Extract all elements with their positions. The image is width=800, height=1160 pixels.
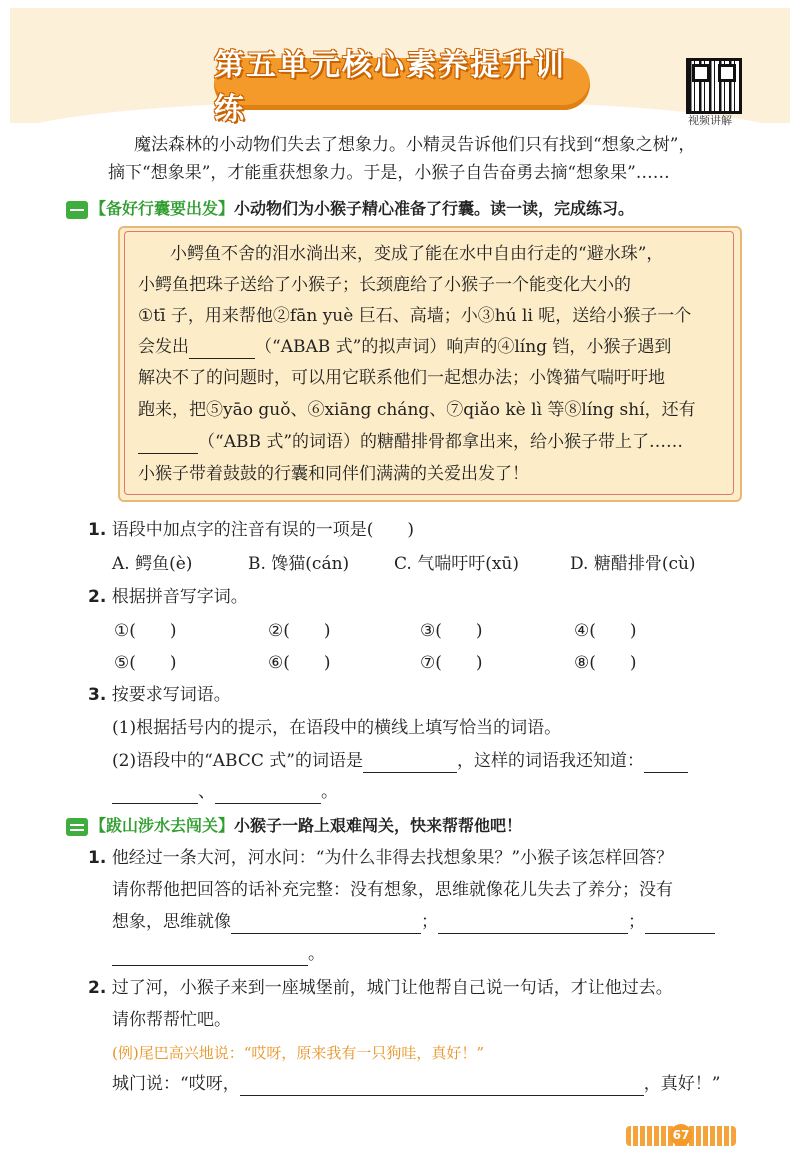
section-2-heading (66, 814, 522, 838)
s2-question-2-line-2: 请你帮帮忙吧。 (112, 1010, 231, 1030)
passage-line-7 (138, 430, 683, 454)
s2-question-2-line-4 (112, 1072, 720, 1096)
question-1-option-b[interactable]: B. 馋猫(cán) (248, 554, 350, 574)
answer-slot-1[interactable]: ①( ) (114, 621, 177, 641)
s2-question-1-sep-2: ； (628, 912, 645, 932)
passage-box-border (124, 231, 734, 495)
question-3-sub-2b: ，这样的词语我还知道： (456, 751, 644, 771)
s2-question-2-example: (例)尾巴高兴地说：“哎呀，原来我有一只狗哇，真好！” (112, 1044, 485, 1062)
qr-code-icon[interactable] (686, 58, 742, 114)
s2-question-1 (88, 846, 673, 870)
question-1-option-a[interactable]: A. 鳄鱼(è) (112, 554, 193, 574)
question-3 (88, 683, 231, 707)
passage-line-4a: 会发出 (138, 337, 189, 357)
blank-gate-sentence[interactable] (240, 1077, 644, 1096)
question-2 (88, 585, 248, 609)
question-3-text: 按要求写词语。 (111, 685, 231, 705)
s2-question-2-line-1: 过了河，小猴子来到一座城堡前，城门让他帮自己说一句话，才让他过去。 (111, 978, 673, 998)
question-1-option-c[interactable]: C. 气喘吁吁(xū) (394, 554, 520, 574)
blank-abcc-more-2[interactable] (112, 785, 198, 804)
s2-question-1-line-4 (112, 942, 325, 966)
s2-question-1-sep-1: ； (421, 912, 438, 932)
question-1-number: 1. (88, 520, 107, 540)
page-title: 第五单元核心素养提升训练 (214, 48, 566, 127)
section-1-text: 小动物们为小猴子精心准备了行囊。读一读，完成练习。 (234, 199, 635, 218)
passage-line-6: 跑来，把⑤yāo guǒ、⑥xiāng cháng、⑦qiǎo kè lì 等⑧líng shí，还有 (138, 400, 696, 420)
intro-line-2: 摘下“想象果”，才能重获想象力。于是，小猴子自告奋勇去摘“想象果”…… (108, 163, 670, 183)
s2-question-2-number: 2. (88, 978, 107, 998)
section-2-tag: 【跋山涉水去闯关】 (90, 816, 235, 835)
section-one-icon (66, 201, 88, 219)
blank-abab[interactable] (189, 340, 255, 359)
passage-line-2: 小鳄鱼把珠子送给了小猴子；长颈鹿给了小猴子一个能变化大小的 (138, 275, 631, 295)
answer-slot-8[interactable]: ⑧( ) (574, 653, 637, 673)
s2-question-2-line-4b: ，真好！” (643, 1074, 721, 1094)
qr-label: 视频讲解 (688, 114, 732, 127)
question-2-text: 根据拼音写字词。 (111, 587, 248, 607)
question-2-number: 2. (88, 587, 107, 607)
section-2-text: 小猴子一路上艰难闯关，快来帮帮他吧！ (234, 816, 523, 835)
question-3-end: 。 (321, 782, 338, 802)
answer-slot-3[interactable]: ③( ) (420, 621, 483, 641)
answer-slot-2[interactable]: ②( ) (268, 621, 331, 641)
passage-line-5: 解决不了的问题时，可以用它联系他们一起想办法；小馋猫气喘吁吁地 (138, 368, 665, 388)
answer-slot-4[interactable]: ④( ) (574, 621, 637, 641)
blank-imagination-3[interactable] (645, 915, 715, 934)
answer-slot-6[interactable]: ⑥( ) (268, 653, 331, 673)
intro-line-1: 魔法森林的小动物们失去了想象力。小精灵告诉他们只有找到“想象之树”， (134, 135, 696, 155)
question-3-number: 3. (88, 685, 107, 705)
section-1-heading (66, 197, 634, 221)
s2-question-1-line-2: 请你帮他把回答的话补充完整：没有想象，思维就像花儿失去了养分；没有 (112, 880, 673, 900)
blank-abcc-more-3[interactable] (215, 785, 321, 804)
s2-question-1-line-3 (112, 910, 715, 934)
s2-question-1-end: 。 (308, 944, 325, 964)
passage-line-7b: （“ABB 式”的词语）的糖醋排骨都拿出来，给小猴子带上了…… (198, 432, 684, 452)
passage-line-1: 小鳄鱼不舍的泪水淌出来，变成了能在水中自由行走的“避水珠”， (170, 244, 664, 264)
page-number: 67 (670, 1124, 692, 1146)
passage-line-8: 小猴子带着鼓鼓的行囊和同伴们满满的关爱出发了！ (138, 464, 529, 484)
s2-question-2-line-4a: 城门说：“哎呀， (112, 1074, 240, 1094)
question-3-separator: 、 (198, 782, 215, 802)
blank-abcc-more-1[interactable] (644, 754, 688, 773)
s2-question-1-line-3a: 想象，思维就像 (112, 912, 231, 932)
question-1 (88, 518, 414, 542)
question-1-text: 语段中加点字的注音有误的一项是( ) (111, 520, 414, 540)
section-1-tag: 【备好行囊要出发】 (90, 199, 235, 218)
blank-imagination-2[interactable] (438, 915, 628, 934)
s2-question-1-line-1: 他经过一条大河，河水问：“为什么非得去找想象果？”小猴子该怎样回答？ (111, 848, 674, 868)
passage-line-4b: （“ABAB 式”的拟声词）响声的④líng 铛，小猴子遇到 (255, 337, 672, 357)
section-two-icon (66, 818, 88, 836)
page-number-badge (626, 1126, 736, 1146)
question-1-option-d[interactable]: D. 糖醋排骨(cù) (570, 554, 696, 574)
blank-imagination-1[interactable] (231, 915, 421, 934)
question-3-sub-2 (112, 749, 688, 773)
question-3-sub-2-cont (112, 780, 338, 804)
passage-line-4 (138, 335, 671, 359)
blank-imagination-4[interactable] (112, 947, 308, 966)
s2-question-2 (88, 976, 673, 1000)
blank-abb[interactable] (138, 435, 198, 454)
unit-title-banner (214, 48, 590, 127)
question-3-sub-2a: (2)语段中的“ABCC 式”的词语是 (112, 751, 363, 771)
s2-question-1-number: 1. (88, 848, 107, 868)
answer-slot-7[interactable]: ⑦( ) (420, 653, 483, 673)
answer-slot-5[interactable]: ⑤( ) (114, 653, 177, 673)
passage-line-3: ①tī 子，用来帮他②fān yuè 巨石、高墙；小③hú li 呢，送给小猴子一个 (138, 306, 692, 326)
question-3-sub-1: (1)根据括号内的提示，在语段中的横线上填写恰当的词语。 (112, 718, 562, 738)
blank-abcc[interactable] (363, 754, 457, 773)
